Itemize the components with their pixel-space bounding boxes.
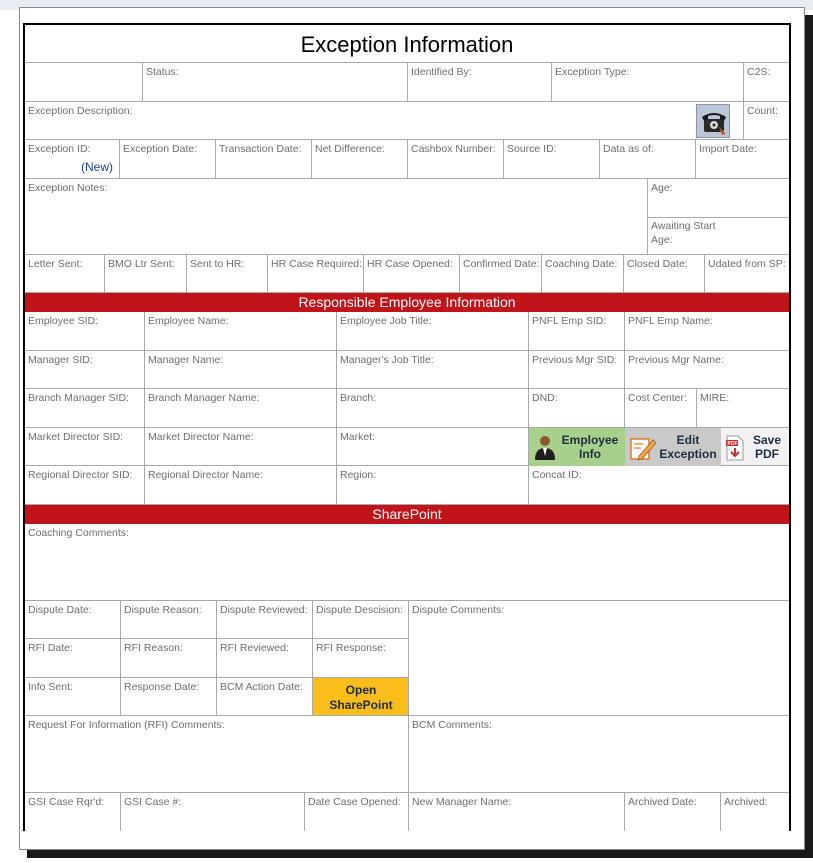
cashbox-number-field[interactable] [408, 140, 504, 179]
updated-from-sp-label: Udated from SP: [708, 258, 786, 270]
identified-by-field[interactable] [408, 63, 552, 102]
branch-manager-name-field[interactable] [145, 389, 337, 428]
letter-sent-label: Letter Sent: [28, 258, 83, 270]
market-director-name-label: Market Director Name: [148, 431, 254, 443]
person-icon [534, 434, 556, 463]
archived-field[interactable] [721, 793, 789, 831]
hr-case-opened-field[interactable] [364, 255, 460, 293]
dispute-reason-field[interactable] [121, 601, 217, 639]
dispute-comments-field[interactable] [409, 601, 789, 716]
info-sent-label: Info Sent: [28, 681, 73, 693]
open-sharepoint-button[interactable] [313, 678, 409, 716]
exception-notes-field[interactable] [25, 179, 648, 255]
archived-date-field[interactable] [625, 793, 721, 831]
closed-date-label: Closed Date: [627, 258, 688, 270]
rfi-comments-field[interactable] [25, 716, 409, 793]
previous-mgr-name-label: Previous Mgr Name: [628, 354, 724, 366]
save-pdf-label: Save PDF [752, 433, 782, 461]
bmo-ltr-sent-field[interactable] [105, 255, 187, 293]
exception-id-field[interactable] [25, 140, 120, 179]
manager-sid-label: Manager SID: [28, 354, 93, 366]
c2s-label: C2S: [747, 66, 771, 78]
open-sharepoint-label: Open SharePoint [329, 683, 393, 712]
transaction-date-field[interactable] [216, 140, 312, 179]
dispute-decision-field[interactable] [313, 601, 409, 639]
market-director-sid-label: Market Director SID: [28, 431, 124, 443]
pdf-download-icon [725, 435, 745, 464]
awaiting-start-age-label: Awaiting Start Age: [651, 220, 716, 246]
branch-manager-sid-field[interactable] [25, 389, 145, 428]
awaiting-start-age-field[interactable] [648, 218, 789, 255]
sent-to-hr-field[interactable] [187, 255, 268, 293]
market-label: Market: [340, 431, 376, 443]
dispute-reviewed-label: Dispute Reviewed: [220, 604, 308, 616]
coaching-comments-field[interactable] [25, 524, 789, 601]
exception-form [23, 23, 791, 831]
previous-mgr-sid-field[interactable] [529, 351, 625, 389]
pnfl-emp-name-label: PNFL Emp Name: [628, 315, 713, 327]
coaching-comments-label: Coaching Comments: [28, 527, 129, 539]
gsi-case-number-field[interactable] [121, 793, 305, 831]
source-id-label: Source ID: [507, 143, 557, 155]
coaching-date-field[interactable] [542, 255, 624, 293]
dispute-reviewed-field[interactable] [217, 601, 313, 639]
market-field[interactable] [337, 428, 529, 466]
status-label: Status: [146, 66, 179, 78]
net-difference-label: Net Difference: [315, 143, 385, 155]
count-field[interactable] [744, 102, 789, 140]
new-manager-name-label: New Manager Name: [412, 796, 512, 808]
manager-name-field[interactable] [145, 351, 337, 389]
updated-from-sp-field[interactable] [705, 255, 789, 293]
gsi-case-number-label: GSI Case #: [124, 796, 182, 808]
telephone-icon[interactable] [696, 104, 730, 138]
cost-center-field[interactable] [625, 389, 697, 428]
manager-name-label: Manager Name: [148, 354, 224, 366]
edit-exception-label: Edit Exception [659, 433, 717, 461]
confirmed-date-field[interactable] [460, 255, 542, 293]
age-label: Age: [651, 182, 673, 194]
age-field[interactable] [648, 179, 789, 218]
transaction-date-label: Transaction Date: [219, 143, 302, 155]
exception-date-label: Exception Date: [123, 143, 198, 155]
sent-to-hr-label: Sent to HR: [190, 258, 245, 270]
save-pdf-button[interactable] [721, 428, 789, 466]
concat-id-label: Concat ID: [532, 469, 582, 481]
dnd-field[interactable] [529, 389, 625, 428]
rfi-reason-field[interactable] [121, 639, 217, 678]
pnfl-emp-sid-label: PNFL Emp SID: [532, 315, 607, 327]
page-title: Exception Information [25, 25, 789, 63]
rfi-date-label: RFI Date: [28, 642, 73, 654]
regional-director-sid-field[interactable] [25, 466, 145, 505]
cost-center-label: Cost Center: [628, 392, 687, 404]
responsible-employee-header: Responsible Employee Information [25, 293, 789, 312]
employee-name-field[interactable] [145, 312, 337, 351]
rfi-comments-label: Request For Information (RFI) Comments: [28, 719, 225, 731]
gsi-case-rqrd-field[interactable] [25, 793, 121, 831]
regional-director-sid-label: Regional Director SID: [28, 469, 133, 481]
employee-name-label: Employee Name: [148, 315, 229, 327]
regional-director-name-label: Regional Director Name: [148, 469, 263, 481]
rfi-response-field[interactable] [313, 639, 409, 678]
employee-info-button[interactable] [529, 428, 625, 466]
exception-description-label: Exception Description: [28, 105, 133, 117]
response-date-field[interactable] [121, 678, 217, 716]
pnfl-emp-name-field[interactable] [625, 312, 789, 351]
dispute-reason-label: Dispute Reason: [124, 604, 202, 616]
date-case-opened-field[interactable] [305, 793, 409, 831]
bmo-ltr-sent-label: BMO Ltr Sent: [108, 258, 175, 270]
bcm-action-date-label: BCM Action Date: [220, 681, 303, 693]
market-director-name-field[interactable] [145, 428, 337, 466]
employee-sid-field[interactable] [25, 312, 145, 351]
archived-date-label: Archived Date: [628, 796, 697, 808]
net-difference-field[interactable] [312, 140, 408, 179]
employee-job-title-label: Employee Job Title: [340, 315, 432, 327]
data-as-of-label: Data as of: [603, 143, 654, 155]
rfi-reason-label: RFI Reason: [124, 642, 183, 654]
previous-mgr-name-field[interactable] [625, 351, 789, 389]
source-id-field[interactable] [504, 140, 600, 179]
branch-manager-name-label: Branch Manager Name: [148, 392, 260, 404]
c2s-field[interactable] [744, 63, 789, 102]
concat-id-field[interactable] [529, 466, 789, 505]
regional-director-name-field[interactable] [145, 466, 337, 505]
hr-case-opened-label: HR Case Opened: [367, 258, 453, 270]
archived-label: Archived: [724, 796, 768, 808]
sharepoint-header: SharePoint [25, 505, 789, 524]
gsi-case-rqrd-label: GSI Case Rqr'd: [28, 796, 105, 808]
manager-sid-field[interactable] [25, 351, 145, 389]
blank-field[interactable] [25, 63, 143, 102]
response-date-label: Response Date: [124, 681, 200, 693]
hr-case-required-field[interactable] [268, 255, 364, 293]
bcm-action-date-field[interactable] [217, 678, 313, 716]
pnfl-emp-sid-field[interactable] [529, 312, 625, 351]
previous-mgr-sid-label: Previous Mgr SID: [532, 354, 618, 366]
exception-description-field[interactable] [25, 102, 744, 140]
branch-manager-sid-label: Branch Manager SID: [28, 392, 129, 404]
region-label: Region: [340, 469, 377, 481]
rfi-reviewed-label: RFI Reviewed: [220, 642, 289, 654]
hr-case-required-label: HR Case Required: [271, 258, 363, 270]
dispute-date-field[interactable] [25, 601, 121, 639]
pencil-edit-icon [629, 434, 657, 465]
rfi-date-field[interactable] [25, 639, 121, 678]
rfi-reviewed-field[interactable] [217, 639, 313, 678]
exception-id-label: Exception ID: [28, 143, 91, 155]
employee-job-title-field[interactable] [337, 312, 529, 351]
identified-by-label: Identified By: [411, 66, 472, 78]
dnd-label: DND: [532, 392, 558, 404]
cashbox-number-label: Cashbox Number: [411, 143, 496, 155]
count-label: Count: [747, 105, 778, 117]
new-manager-name-field[interactable] [409, 793, 625, 831]
svg-text:PDF: PDF [727, 441, 738, 447]
employee-sid-label: Employee SID: [28, 315, 99, 327]
exception-type-label: Exception Type: [555, 66, 630, 78]
exception-id-value: (New) [81, 160, 113, 174]
exception-date-field[interactable] [120, 140, 216, 179]
rfi-response-label: RFI Response: [316, 642, 387, 654]
region-field[interactable] [337, 466, 529, 505]
import-date-label: Import Date: [699, 143, 757, 155]
dispute-decision-label: Dispute Descision: [316, 604, 403, 616]
dispute-comments-label: Dispute Comments: [412, 604, 505, 616]
branch-field[interactable] [337, 389, 529, 428]
edit-exception-button[interactable] [625, 428, 721, 466]
dispute-date-label: Dispute Date: [28, 604, 92, 616]
import-date-field[interactable] [696, 140, 789, 179]
market-director-sid-field[interactable] [25, 428, 145, 466]
coaching-date-label: Coaching Date: [545, 258, 618, 270]
exception-type-field[interactable] [552, 63, 744, 102]
mire-field[interactable] [697, 389, 789, 428]
bcm-comments-field[interactable] [409, 716, 789, 793]
closed-date-field[interactable] [624, 255, 705, 293]
date-case-opened-label: Date Case Opened: [308, 796, 401, 808]
employee-info-label: Employee Info [561, 433, 619, 461]
data-as-of-field[interactable] [600, 140, 696, 179]
letter-sent-field[interactable] [25, 255, 105, 293]
branch-label: Branch: [340, 392, 377, 404]
managers-job-title-field[interactable] [337, 351, 529, 389]
managers-job-title-label: Manager's Job Title: [340, 354, 434, 366]
info-sent-field[interactable] [25, 678, 121, 716]
status-field[interactable] [143, 63, 408, 102]
confirmed-date-label: Confirmed Date: [463, 258, 540, 270]
mire-label: MIRE: [700, 392, 730, 404]
bcm-comments-label: BCM Comments: [412, 719, 492, 731]
exception-notes-label: Exception Notes: [28, 182, 108, 194]
